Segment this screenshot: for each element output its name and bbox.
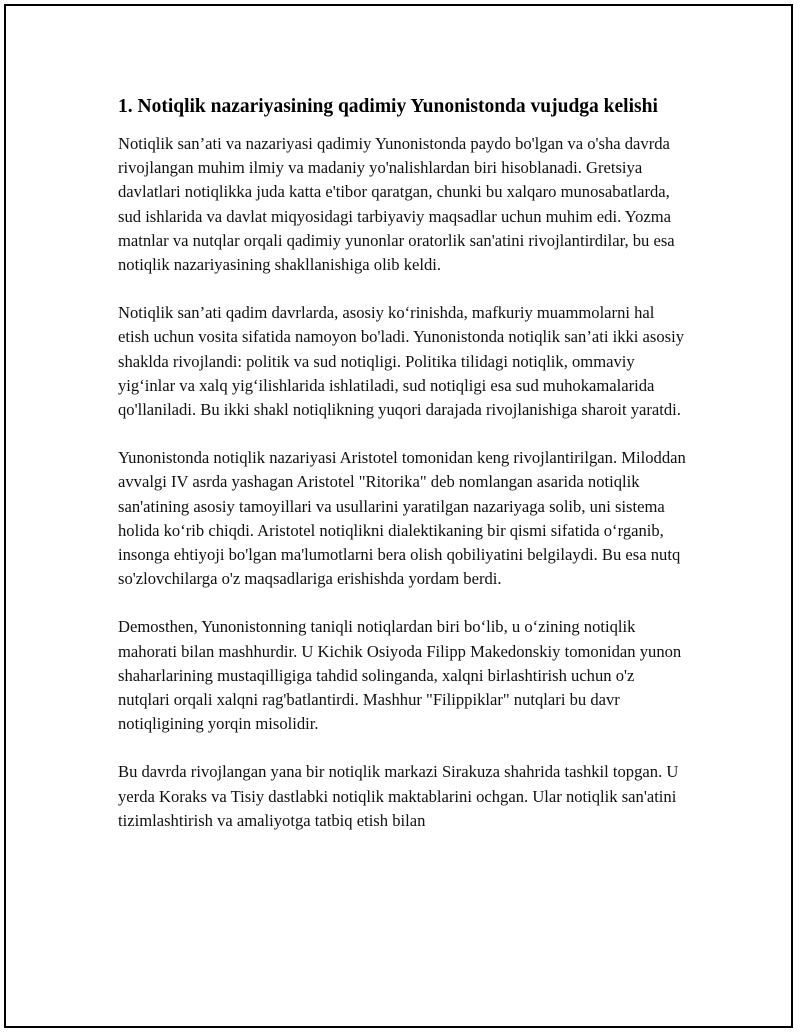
section-heading: 1. Notiqlik nazariyasining qadimiy Yunonistonda vujudga kelishi — [118, 96, 658, 117]
paragraph-5: Bu davrda rivojlangan yana bir notiqlik markazi Sirakuza shahrida tashkil topgan. U yerda Koraks va Tisiy dastlabki notiqlik maktablarini ochgan. Ular notiqlik san'atini tizimlashtirish va amaliyotga tatbiq etish bilan — [118, 762, 679, 830]
document-body — [118, 94, 688, 857]
paragraph-2: Notiqlik san’ati qadim davrlarda, asosiy ko‘rinishda, mafkuriy muammolarni hal etish uchun vosita sifatida namoyon bo'ladi. Yunonistonda notiqlik san’ati ikki asosiy shaklda rivojlandi: politik va sud notiqligi. Politika tilidagi notiqlik, ommaviy yig‘inlar va xalq yig‘ilishlarida ishlatiladi, sud notiqligi esa sud muhokamalarida qo'llaniladi. Bu ikki shakl notiqlikning yuqori darajada rivojlanishiga sharoit yaratdi. — [118, 303, 685, 420]
paragraph-3: Yunonistonda notiqlik nazariyasi Aristotel tomonidan keng rivojlantirilgan. Miloddan avvalgi IV asrda yashagan Aristotel "Ritorika" deb nomlangan asarida notiqlik san'atining asosiy tamoyillari va usullarini yaratilgan nazariyaga solib, uni sistema holida ko‘rib chiqdi. Aristotel notiqlikni dialektikaning bir qismi sifatida o‘rganib, insonga ehtiyoji bo'lgan ma'lumotlarni bera olish qobiliyatini belgilaydi. Bu esa nutq so'zlovchilarga o'z maqsadlariga erishishda yordam berdi. — [118, 448, 686, 589]
paragraph-1: Notiqlik san’ati va nazariyasi qadimiy Yunonistonda paydo bo'lgan va o'sha davrda rivojlangan muhim ilmiy va madaniy yo'nalishlardan biri hisoblanadi. Gretsiya davlatlari notiqlikka juda katta e'tibor qaratgan, chunki bu xalqaro munosabatlarda, sud ishlarida va davlat miqyosidagi tarbiyaviy maqsadlar uchun muhim edi. Yozma matnlar va nutqlar orqali qadimiy yunonlar oratorlik san'atini rivojlantirdilar, bu esa notiqlik nazariyasining shakllanishiga olib keldi. — [118, 134, 675, 275]
paragraph-4: Demosthen, Yunonistonning taniqli notiqlardan biri bo‘lib, u o‘zining notiqlik mahorati bilan mashhurdir. U Kichik Osiyoda Filipp Makedonskiy tomonidan yunon shaharlarining mustaqilligiga tahdid solinganda, xalqni birlashtirish uchun o'z nutqlari orqali xalqni rag'batlantirdi. Mashhur "Filippiklar" nutqlari bu davr notiqligining yorqin misolidir. — [118, 617, 682, 734]
